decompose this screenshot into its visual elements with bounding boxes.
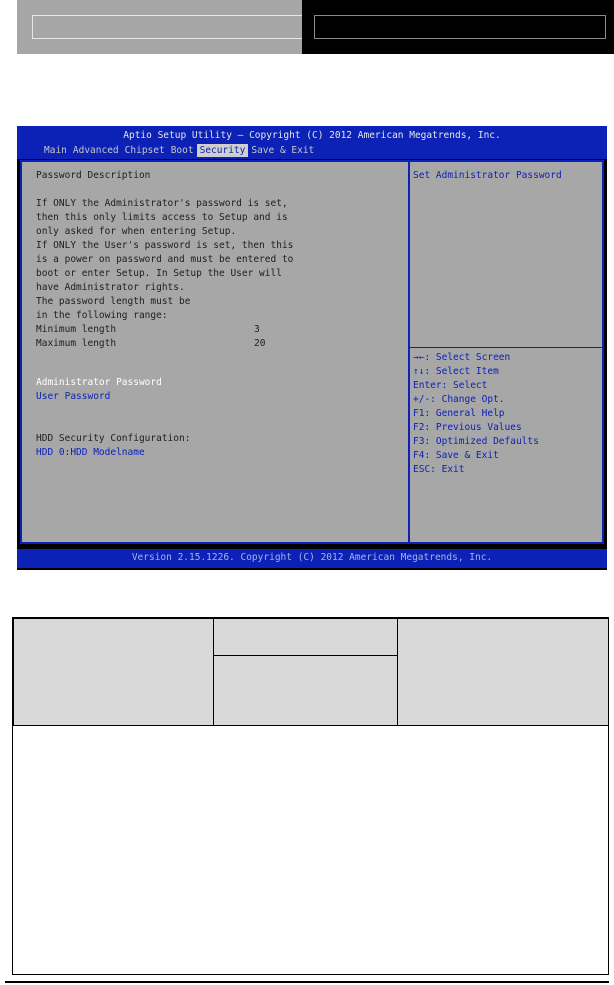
bios-version: Version 2.15.1226. Copyright (C) 2012 American Megatrends, Inc. [131,552,493,563]
bios-footer [17,549,607,568]
password-description-heading: Password Description [36,170,151,181]
min-length-value: 3 [254,324,260,335]
bios-title: Aptio Setup Utility – Copyright (C) 2012 American Megatrends, Inc. [123,130,501,141]
hdd-item[interactable]: HDD 0:HDD Modelname [36,447,145,458]
description-line: only asked for when entering Setup. [36,226,237,237]
bios-screen [17,126,607,570]
panel-divider [408,162,410,542]
user-password-item[interactable]: User Password [36,391,111,402]
tab-chipset[interactable]: Chipset [124,145,165,156]
key-hint: ESC: Exit [413,464,465,475]
description-line: in the following range: [36,310,168,321]
description-line: boot or enter Setup. In Setup the User will [36,268,282,279]
header-right-bar [302,0,614,54]
help-separator [410,347,602,348]
header-left-bar [17,0,302,54]
max-length-value: 20 [254,338,266,349]
tab-save-exit[interactable]: Save & Exit [251,145,315,156]
key-hint: F1: General Help [413,408,505,419]
key-hint: F2: Previous Values [413,422,522,433]
tab-boot[interactable]: Boot [170,145,194,156]
hdd-security-heading: HDD Security Configuration: [36,433,191,444]
min-length-label: Minimum length [36,324,117,335]
key-hint: +/-: Change Opt. [413,394,505,405]
description-line: have Administrator rights. [36,282,185,293]
key-hint: F4: Save & Exit [413,450,499,461]
page-bottom-rule [5,981,609,983]
form-cell-left [13,618,214,726]
key-hint: Enter: Select [413,380,488,391]
description-line: then this only limits access to Setup and is [36,212,288,223]
max-length-label: Maximum length [36,338,117,349]
tab-advanced[interactable]: Advanced [72,145,119,156]
description-line: If ONLY the User's password is set, then this [36,240,294,251]
description-line: The password length must be [36,296,191,307]
administrator-password-item[interactable]: Administrator Password [36,377,162,388]
tab-security[interactable]: Security [197,144,249,157]
form-cell-middle-top [213,618,398,656]
form-cell-middle-bottom [213,655,398,726]
header-left-box [32,15,306,39]
bios-tabs [41,144,317,157]
help-text: Set Administrator Password [413,170,562,181]
form-cell-right [397,618,609,726]
header-right-box [314,15,606,39]
form-table [12,617,609,975]
description-line: If ONLY the Administrator's password is set, [36,198,288,209]
bios-main-panel [20,160,604,544]
tab-main[interactable]: Main [44,145,67,156]
bios-title-bar [17,126,607,159]
description-line: is a power on password and must be entered to [36,254,294,265]
key-hint: ↑↓: Select Item [413,366,499,377]
key-hint: F3: Optimized Defaults [413,436,539,447]
key-hint: →←: Select Screen [413,352,511,363]
